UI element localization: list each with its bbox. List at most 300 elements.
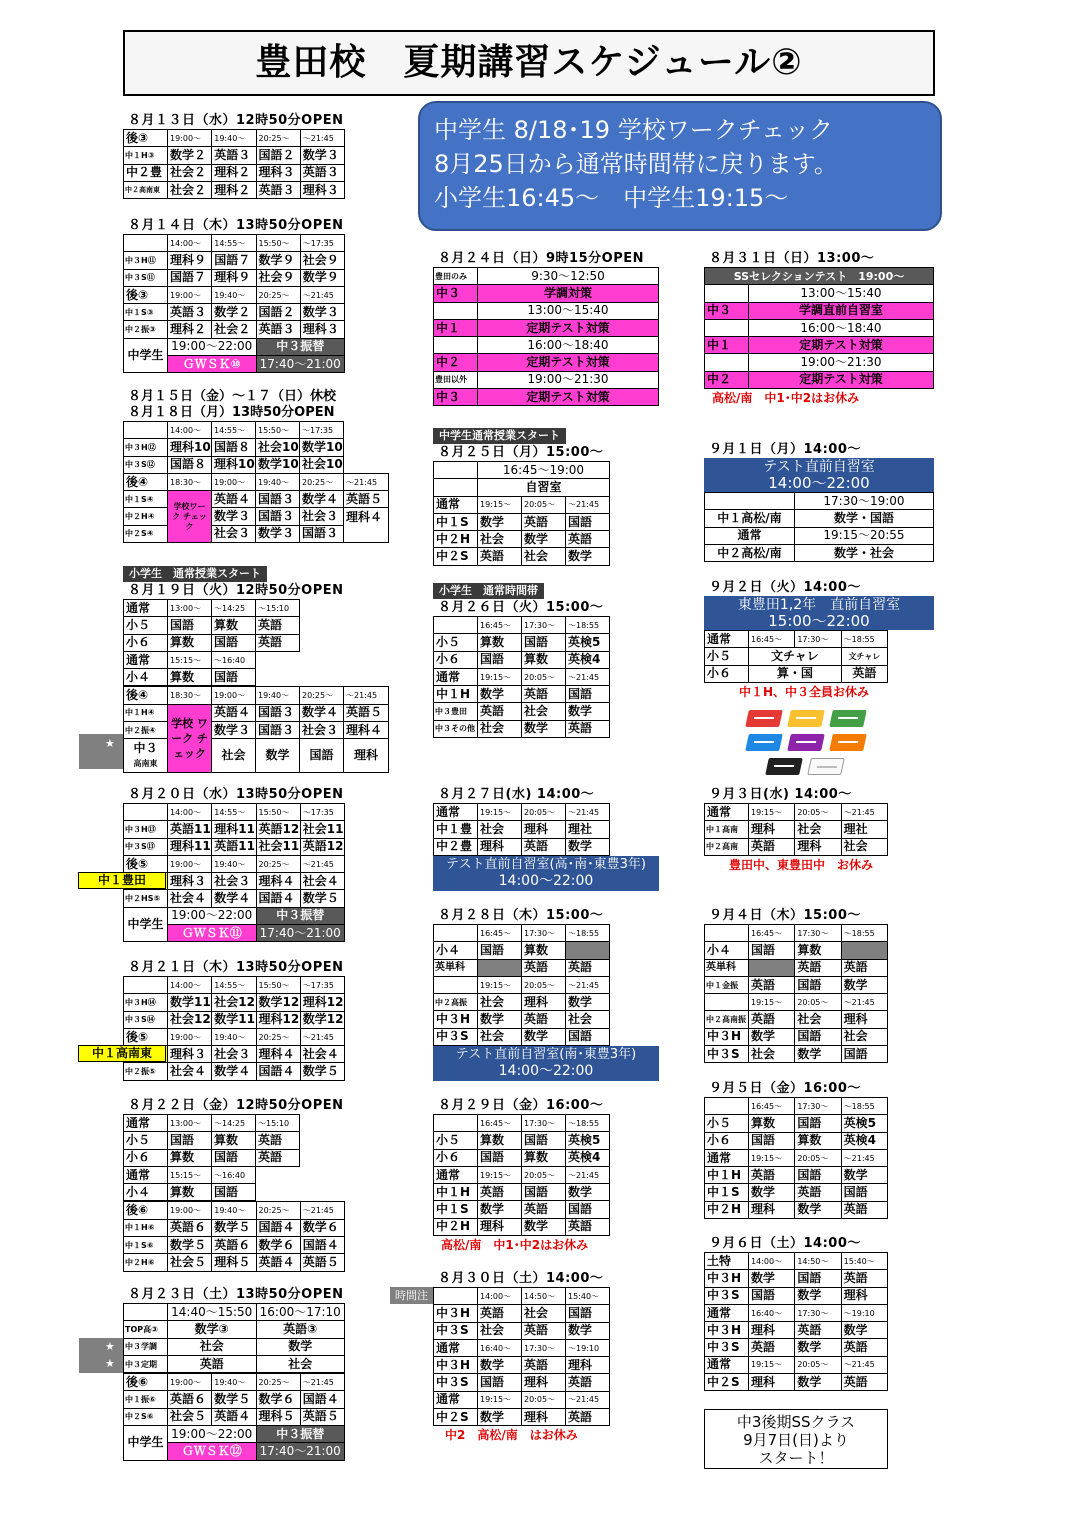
table-cell: 社会 — [212, 739, 256, 773]
table-row — [434, 925, 610, 942]
table-cell: 国語 — [749, 1132, 795, 1149]
table-cell: ～18:55 — [841, 631, 887, 648]
date-heading: ８月３０日（土）14:00～ — [438, 1271, 604, 1286]
table-cell: 中１振⑥ — [124, 1391, 168, 1408]
table-cell: ～16:40 — [212, 651, 256, 668]
table-cell: 国語 — [212, 669, 256, 686]
table-cell: 中３S⑭ — [124, 1011, 168, 1028]
table-cell: 英語４ — [212, 1408, 256, 1425]
table-cell: 9:30～12:50 — [478, 268, 659, 285]
table-cell: 英語11 — [212, 838, 256, 855]
date-heading: ８月２３日（土）13時50分OPEN — [128, 1287, 344, 1302]
table-cell: 19:40～ — [256, 687, 300, 704]
table-cell: 中３学調 — [124, 1338, 168, 1355]
table-cell: 小４ — [124, 669, 168, 686]
table-row — [705, 319, 934, 336]
table-row — [124, 321, 345, 338]
table-row — [124, 1237, 345, 1254]
table-cell: 中２高南東 — [124, 181, 168, 198]
table-row — [705, 959, 888, 976]
table-row — [705, 493, 934, 510]
table-cell: 国語 — [795, 1167, 841, 1184]
table-cell: 数学 — [749, 1028, 795, 1045]
table-row — [124, 473, 389, 490]
table-cell: ～18:55 — [566, 617, 610, 634]
table-cell: 16:00～17:10 — [256, 1304, 345, 1321]
table-row — [434, 1288, 610, 1305]
table-row — [705, 665, 888, 682]
schedule-table — [433, 616, 610, 738]
table-cell: 英語６ — [168, 1219, 212, 1236]
table-cell: 英語 — [795, 959, 841, 976]
table-cell: 19:00～22:00 — [168, 1426, 257, 1443]
table-cell: 16:45～ — [478, 1115, 522, 1132]
table-cell: 理社 — [566, 821, 610, 838]
table-row — [434, 976, 610, 993]
table-cell: 数学 — [795, 1374, 841, 1391]
table-cell: 英語４ — [212, 491, 256, 508]
table-cell: 理科 — [841, 1287, 887, 1304]
table-cell: 数学 — [478, 1357, 522, 1374]
table-cell: 数学 — [522, 1218, 566, 1235]
schedule-table — [704, 267, 934, 389]
table-cell: 社会 — [168, 1338, 257, 1355]
table-cell — [344, 439, 389, 456]
table-cell: 理科 — [522, 994, 566, 1011]
table-cell: 17:30～ — [522, 925, 566, 942]
table-cell: 19:40～ — [212, 855, 256, 872]
table-cell: 19:00～ — [168, 1374, 212, 1391]
table-row — [124, 1184, 300, 1201]
table-cell: 英語５ — [344, 491, 389, 508]
table-cell: 中３H⑫ — [124, 439, 168, 456]
table-cell: 社会 — [478, 821, 522, 838]
table-cell: 英検5 — [566, 634, 610, 651]
table-cell: 中１S⑥ — [124, 1237, 168, 1254]
table-row — [434, 496, 610, 513]
table-cell: 数学３ — [212, 722, 256, 739]
date-heading: ９月６日（土）14:00～ — [709, 1236, 861, 1251]
table-cell: ～21:45 — [841, 804, 887, 821]
table-cell: 英語６ — [168, 1391, 212, 1408]
highlight-label: 中１高南東 — [78, 1045, 166, 1062]
schedule-table — [433, 461, 610, 566]
table-cell: ～18:55 — [841, 1098, 887, 1115]
table-cell: 英語 — [522, 838, 566, 855]
table-cell: 国語 — [168, 617, 212, 634]
table-cell: 後③ — [124, 130, 168, 147]
table-cell — [841, 942, 887, 959]
schedule-table — [433, 1114, 610, 1236]
table-cell: 理科 — [749, 821, 795, 838]
table-cell: 中３S⑬ — [124, 838, 168, 855]
notice-line: 8月25日から通常時間帯に戻ります。 — [434, 150, 838, 178]
table-cell: 15:50～ — [256, 422, 300, 439]
table-cell: 英検4 — [566, 651, 610, 668]
table-row — [124, 456, 389, 473]
table-cell: 定期テスト対策 — [478, 319, 659, 336]
table-row — [705, 1115, 888, 1132]
table-cell: 理科 — [749, 1322, 795, 1339]
table-cell: 小６ — [434, 651, 478, 668]
table-row — [434, 513, 610, 530]
date-heading: ８月１３日（水）12時50分OPEN — [128, 113, 344, 128]
table-row — [705, 1201, 888, 1218]
table-row — [124, 286, 345, 303]
table-row — [434, 354, 659, 371]
table-cell: 20:25～ — [256, 130, 300, 147]
page-title: 豊田校 夏期講習スケジュール② — [123, 30, 935, 96]
table-cell — [124, 804, 168, 821]
table-cell: 20:25～ — [300, 687, 344, 704]
schedule-table — [123, 599, 300, 686]
table-cell: 中３振替 — [256, 338, 345, 355]
table-cell: 数学５ — [300, 890, 344, 907]
table-cell: 19:40～ — [256, 473, 300, 490]
table-cell: 14:00～ — [749, 1253, 795, 1270]
table-cell: 13:00～ — [168, 600, 212, 617]
table-cell: 文チャレ — [841, 648, 887, 665]
table-cell: 14:40～15:50 — [168, 1304, 257, 1321]
table-row — [434, 1218, 610, 1235]
table-cell: 国語 — [566, 1201, 610, 1218]
table-cell: 20:05～ — [795, 1149, 841, 1166]
date-heading: ８月２８日（木）15:00～ — [438, 908, 604, 923]
table-row — [434, 720, 610, 737]
table-cell: 中２H — [434, 531, 478, 548]
table-cell: 中２HS⑤ — [124, 890, 168, 907]
table-cell: 土特 — [705, 1253, 749, 1270]
table-cell: 社会４ — [300, 1046, 344, 1063]
table-cell: 16:00～18:40 — [749, 319, 934, 336]
schedule-0831 — [704, 250, 934, 406]
table-cell: 20:05～ — [522, 496, 566, 513]
table-cell: 中１ — [705, 337, 749, 354]
table-cell: 中３H — [705, 1270, 749, 1287]
table-cell — [124, 977, 168, 994]
schedule-table — [123, 976, 345, 1081]
table-cell: 理科10 — [212, 456, 256, 473]
table-cell: 19:15～ — [478, 804, 522, 821]
table-cell: 14:55～ — [212, 804, 256, 821]
table-cell: 国語４ — [300, 1391, 344, 1408]
table-row — [705, 925, 888, 942]
table-cell: ～21:45 — [566, 976, 610, 993]
table-cell: 英語 — [522, 959, 566, 976]
table-cell: 英検5 — [841, 1115, 887, 1132]
table-row — [434, 686, 610, 703]
table-cell: 学調直前自習室 — [749, 302, 934, 319]
table-cell: 中３S — [434, 1028, 478, 1045]
table-cell: 国語３ — [256, 508, 300, 525]
table-cell: 中１高南 — [705, 821, 749, 838]
table-row — [705, 302, 934, 319]
table-cell: 中１H④ — [124, 704, 168, 721]
schedule-table — [123, 1303, 345, 1373]
table-cell: 20:25～ — [256, 1028, 300, 1045]
schedule-0902 — [704, 579, 934, 700]
table-cell: 19:15～ — [749, 1356, 795, 1373]
table-row — [434, 634, 610, 651]
table-row — [705, 1149, 888, 1166]
table-row — [124, 1254, 345, 1271]
table-cell: 数学６ — [256, 1391, 300, 1408]
table-cell: 社会 — [522, 703, 566, 720]
table-cell: 20:25～ — [300, 473, 344, 490]
table-cell: 中３振替 — [256, 1426, 345, 1443]
table-row — [124, 1304, 345, 1321]
schedule-table — [123, 1201, 345, 1271]
table-row — [124, 907, 345, 924]
table-cell: 数学４ — [300, 704, 344, 721]
schedule-table — [704, 1097, 888, 1219]
table-cell: 英語③ — [256, 1321, 345, 1338]
table-cell: 数学２ — [168, 147, 212, 164]
table-row — [124, 439, 389, 456]
table-cell: 数学４ — [300, 491, 344, 508]
table-cell: 数学３ — [212, 508, 256, 525]
table-cell: 中１ — [434, 319, 478, 336]
table-cell: 社会11 — [256, 838, 300, 855]
table-cell: 算数 — [522, 942, 566, 959]
table-cell: 国語 — [522, 1184, 566, 1201]
table-row — [434, 337, 659, 354]
table-cell: 国語 — [478, 942, 522, 959]
date-heading: ８月３１日（日）13:00～ — [709, 251, 875, 266]
table-cell: 英語 — [478, 703, 522, 720]
table-cell: 15:50～ — [256, 977, 300, 994]
table-cell: 通常 — [434, 1166, 478, 1183]
table-cell: 数学 — [749, 1184, 795, 1201]
table-cell: 算数 — [795, 942, 841, 959]
table-row — [705, 1374, 888, 1391]
table-cell: 中学生 — [124, 907, 168, 942]
table-row — [434, 1374, 610, 1391]
schedule-0818 — [123, 389, 389, 543]
table-cell: 13:00～ — [168, 1115, 212, 1132]
table-cell: 国語２ — [256, 147, 300, 164]
table-cell — [256, 669, 300, 686]
table-cell: 理科 — [841, 1011, 887, 1028]
table-cell: ～18:55 — [841, 925, 887, 942]
table-row — [124, 669, 300, 686]
table-cell: 中３S⑫ — [124, 456, 168, 473]
table-cell: 小６ — [124, 1149, 168, 1166]
table-cell: 小５ — [434, 1132, 478, 1149]
table-cell: 14:55～ — [212, 422, 256, 439]
table-row — [434, 1132, 610, 1149]
table-row — [124, 338, 345, 355]
table-cell: 英語 — [841, 1339, 887, 1356]
table-cell: ～21:45 — [566, 1166, 610, 1183]
table-cell: 数学 — [841, 1322, 887, 1339]
schedule-table — [704, 630, 888, 683]
table-cell: 数学５ — [300, 1063, 344, 1080]
table-cell: ＧＷＳＫ⑪ — [168, 925, 257, 942]
table-row — [705, 544, 934, 561]
table-row — [705, 337, 934, 354]
table-cell: 通常 — [124, 651, 168, 668]
table-cell: 理科 — [749, 1374, 795, 1391]
table-cell: 数学11 — [168, 994, 212, 1011]
table-cell: 社会11 — [300, 821, 344, 838]
table-cell: 英語 — [795, 1322, 841, 1339]
closure-note: 豊田中、東豊田中 お休み — [729, 857, 874, 872]
table-cell — [344, 422, 389, 439]
table-cell: 19:00～ — [168, 286, 212, 303]
date-heading: ８月２６日（火）15:00～ — [438, 600, 604, 615]
table-row — [434, 531, 610, 548]
date-heading: ９月３日(水) 14:00～ — [709, 787, 852, 802]
table-row — [705, 510, 934, 527]
schedule-table — [123, 686, 389, 773]
table-cell: 後④ — [124, 687, 168, 704]
table-cell: 豊田のみ — [434, 268, 478, 285]
table-cell: 算数 — [522, 1149, 566, 1166]
table-row — [434, 1011, 610, 1028]
table-cell: 社会 — [478, 994, 522, 1011]
table-cell: 数学 — [256, 1338, 345, 1355]
table-cell: 17:40～21:00 — [256, 356, 345, 373]
table-cell: 国語 — [795, 1270, 841, 1287]
table-cell: 社会 — [478, 531, 522, 548]
table-row — [124, 651, 300, 668]
table-cell: 通常 — [124, 600, 168, 617]
table-cell: 英語 — [478, 1184, 522, 1201]
table-cell: 小５ — [705, 648, 749, 665]
table-row — [705, 838, 888, 855]
table-cell: 16:40～ — [478, 1339, 522, 1356]
table-cell: 後③ — [124, 286, 168, 303]
table-cell: 中３S — [434, 1322, 478, 1339]
table-cell: 社会 — [522, 548, 566, 565]
schedule-table — [433, 267, 659, 406]
table-row — [434, 319, 659, 336]
table-cell: 数学４ — [212, 1063, 256, 1080]
table-cell: 13:00～15:40 — [749, 285, 934, 302]
table-cell: 学調対策 — [478, 285, 659, 302]
date-heading: ９月２日（火）14:00～ — [709, 580, 861, 595]
table-cell: 理科４ — [344, 508, 389, 543]
table-cell: ～21:45 — [300, 130, 344, 147]
table-row — [434, 1391, 610, 1408]
section-bar: 小学生 通常時間帯 — [433, 583, 544, 599]
table-cell: 国語８ — [168, 456, 212, 473]
table-cell: 中１H⑥ — [124, 1219, 168, 1236]
table-cell: 中１S — [434, 1201, 478, 1218]
table-cell: 中１H — [434, 686, 478, 703]
table-cell — [749, 959, 795, 976]
table-cell: 数学・社会 — [795, 544, 934, 561]
black-folder-icon — [765, 758, 803, 775]
table-row — [434, 994, 610, 1011]
table-cell: 通常 — [705, 1304, 749, 1321]
table-cell: 数学５ — [212, 1391, 256, 1408]
schedule-table — [433, 1287, 610, 1426]
date-heading: ８月１５日（金）～１７（日）休校 — [128, 389, 337, 404]
table-cell: 小４ — [434, 942, 478, 959]
table-cell: 中３S — [434, 1374, 478, 1391]
table-cell: 数学 — [566, 1184, 610, 1201]
table-cell: 算数 — [212, 1132, 256, 1149]
table-cell: 通常 — [434, 1339, 478, 1356]
table-cell: 通常 — [434, 804, 478, 821]
table-cell: 国語 — [749, 942, 795, 959]
table-cell: 20:05～ — [522, 1166, 566, 1183]
table-cell: 社会 — [566, 1011, 610, 1028]
table-row — [434, 821, 610, 838]
table-cell: 豊田以外 — [434, 371, 478, 388]
table-row — [124, 1374, 345, 1391]
table-cell: 19:00～22:00 — [168, 907, 257, 924]
table-cell: 英語５ — [300, 1408, 344, 1425]
table-cell: 小５ — [434, 634, 478, 651]
table-cell: 数学 — [841, 1167, 887, 1184]
table-cell: 社会10 — [256, 439, 300, 456]
table-cell — [434, 1115, 478, 1132]
schedule-table — [704, 1252, 888, 1391]
table-cell: 16:45～ — [749, 631, 795, 648]
table-cell: 数学 — [566, 994, 610, 1011]
table-cell: ～21:45 — [344, 687, 389, 704]
table-cell: 中３その他 — [434, 720, 478, 737]
table-cell: 英語 — [256, 617, 300, 634]
table-cell: 17:30～19:00 — [795, 493, 934, 510]
schedule-table — [123, 1114, 300, 1201]
table-row — [434, 1339, 610, 1356]
table-cell: 数学 — [795, 1046, 841, 1063]
green-folder-icon — [829, 710, 867, 727]
table-cell: 国語４ — [256, 1063, 300, 1080]
table-cell: 国語 — [795, 976, 841, 993]
table-cell: 14:00～ — [168, 235, 212, 252]
table-cell: 国語 — [795, 1028, 841, 1045]
table-cell: 理科２ — [168, 321, 212, 338]
table-cell: ～21:45 — [566, 1391, 610, 1408]
table-cell: 英語 — [841, 665, 887, 682]
table-cell: 英語 — [522, 1357, 566, 1374]
table-cell: 英語 — [841, 1374, 887, 1391]
table-row — [705, 942, 888, 959]
schedule-0821 — [123, 959, 345, 1081]
table-cell: 中３H — [434, 1357, 478, 1374]
table-row — [124, 1132, 300, 1149]
table-cell: 中３ 高南東 — [124, 739, 168, 773]
table-cell: 英語 — [256, 1149, 300, 1166]
table-cell: 中１H — [434, 1184, 478, 1201]
table-cell: 社会 — [795, 821, 841, 838]
table-cell: 国語 — [795, 1115, 841, 1132]
table-cell: 小５ — [705, 1115, 749, 1132]
table-cell: 15:15～ — [168, 651, 212, 668]
table-cell: 社会４ — [168, 1063, 212, 1080]
closure-note: 高松/南 中1･中2はお休み — [712, 391, 860, 406]
table-cell — [256, 651, 300, 668]
table-cell: 社会 — [478, 1322, 522, 1339]
table-row — [124, 1391, 345, 1408]
table-cell: 通常 — [705, 1356, 749, 1373]
table-cell: 通常 — [434, 1391, 478, 1408]
table-cell: 通常 — [434, 668, 478, 685]
table-cell: 理社 — [841, 821, 887, 838]
table-row — [124, 130, 345, 147]
table-cell: 英単科 — [705, 959, 749, 976]
table-cell: 19:00～ — [168, 1028, 212, 1045]
table-cell: 20:05～ — [522, 976, 566, 993]
table-row — [434, 1201, 610, 1218]
table-cell: 国語 — [566, 1305, 610, 1322]
table-cell: ～18:55 — [566, 925, 610, 942]
